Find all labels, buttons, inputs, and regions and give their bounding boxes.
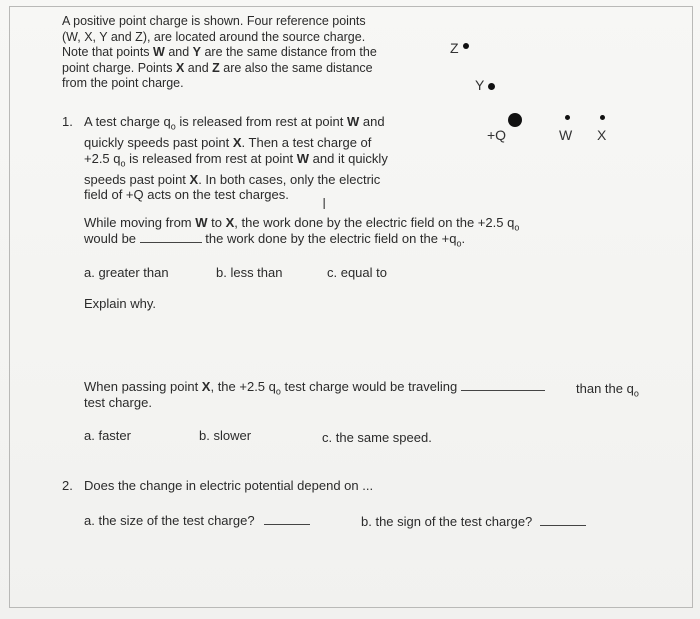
intro-line-3: Note that points W and Y are the same distance from the [62,45,377,59]
speed-question-line-1: When passing point X, the +2.5 $q_o$ test charge would be traveling [84,379,545,400]
speed-question-tail: than the $q_o$ [576,381,639,399]
work-answer-blank[interactable] [140,241,202,243]
point-x-label: X [597,127,607,143]
intro-line-5: from the point charge. [62,76,184,90]
question-2-part-a: a. the size of the test charge? [84,513,310,528]
work-option-c[interactable]: c. equal to [327,265,387,280]
speed-question-line-2: test charge. [84,395,152,410]
work-question-line-2: would be the work done by the electric field on the $+q_o$. [84,231,466,249]
source-charge-label: +Q [487,127,507,143]
speed-answer-blank[interactable] [461,389,545,391]
question-2-prompt: Does the change in electric potential depend on ... [84,478,374,493]
question-1-number: 1. [62,114,73,129]
question-2-part-b: b. the sign of the test charge? [361,514,586,529]
point-x-dot [600,115,605,120]
point-y-dot [488,83,495,90]
point-z-dot [463,43,469,49]
intro-paragraph [62,14,377,92]
point-w-dot [565,115,570,120]
explain-why-prompt: Explain why. [84,296,157,311]
speed-option-b[interactable]: b. slower [199,428,252,443]
work-option-b[interactable]: b. less than [216,265,283,280]
work-option-a[interactable]: a. greater than [84,265,169,280]
point-y-label: Y [475,77,485,93]
question-2-number: 2. [62,478,73,493]
intro-line-4: point charge. Points X and Z are also the same distance [62,60,373,75]
point-w-label: W [559,127,573,143]
speed-option-a[interactable]: a. faster [84,428,131,443]
intro-line-1: A positive point charge is shown. Four reference points [62,14,366,28]
question-1-prompt: A test charge $q_o$ is released from rest at point W and quickly speeds past point X. Then a test charge of +2.5 $q_o$ is released from rest at point W and it quickly speeds past point X. In both cases, only the electric field of +Q acts on the test charges. [84,114,388,203]
speed-option-c[interactable]: c. the same speed. [322,430,432,445]
intro-line-2: (W, X, Y and Z), are located around the source charge. [62,29,366,44]
text-cursor-icon: I [322,196,327,213]
work-question-line-1: While moving from W to X, the work done by the electric field on the +2.5 $q_o$ [84,215,520,233]
source-charge-dot [508,113,522,127]
part-a-answer-blank[interactable] [264,523,310,525]
part-b-answer-blank[interactable] [540,524,586,526]
point-z-label: Z [450,40,459,56]
